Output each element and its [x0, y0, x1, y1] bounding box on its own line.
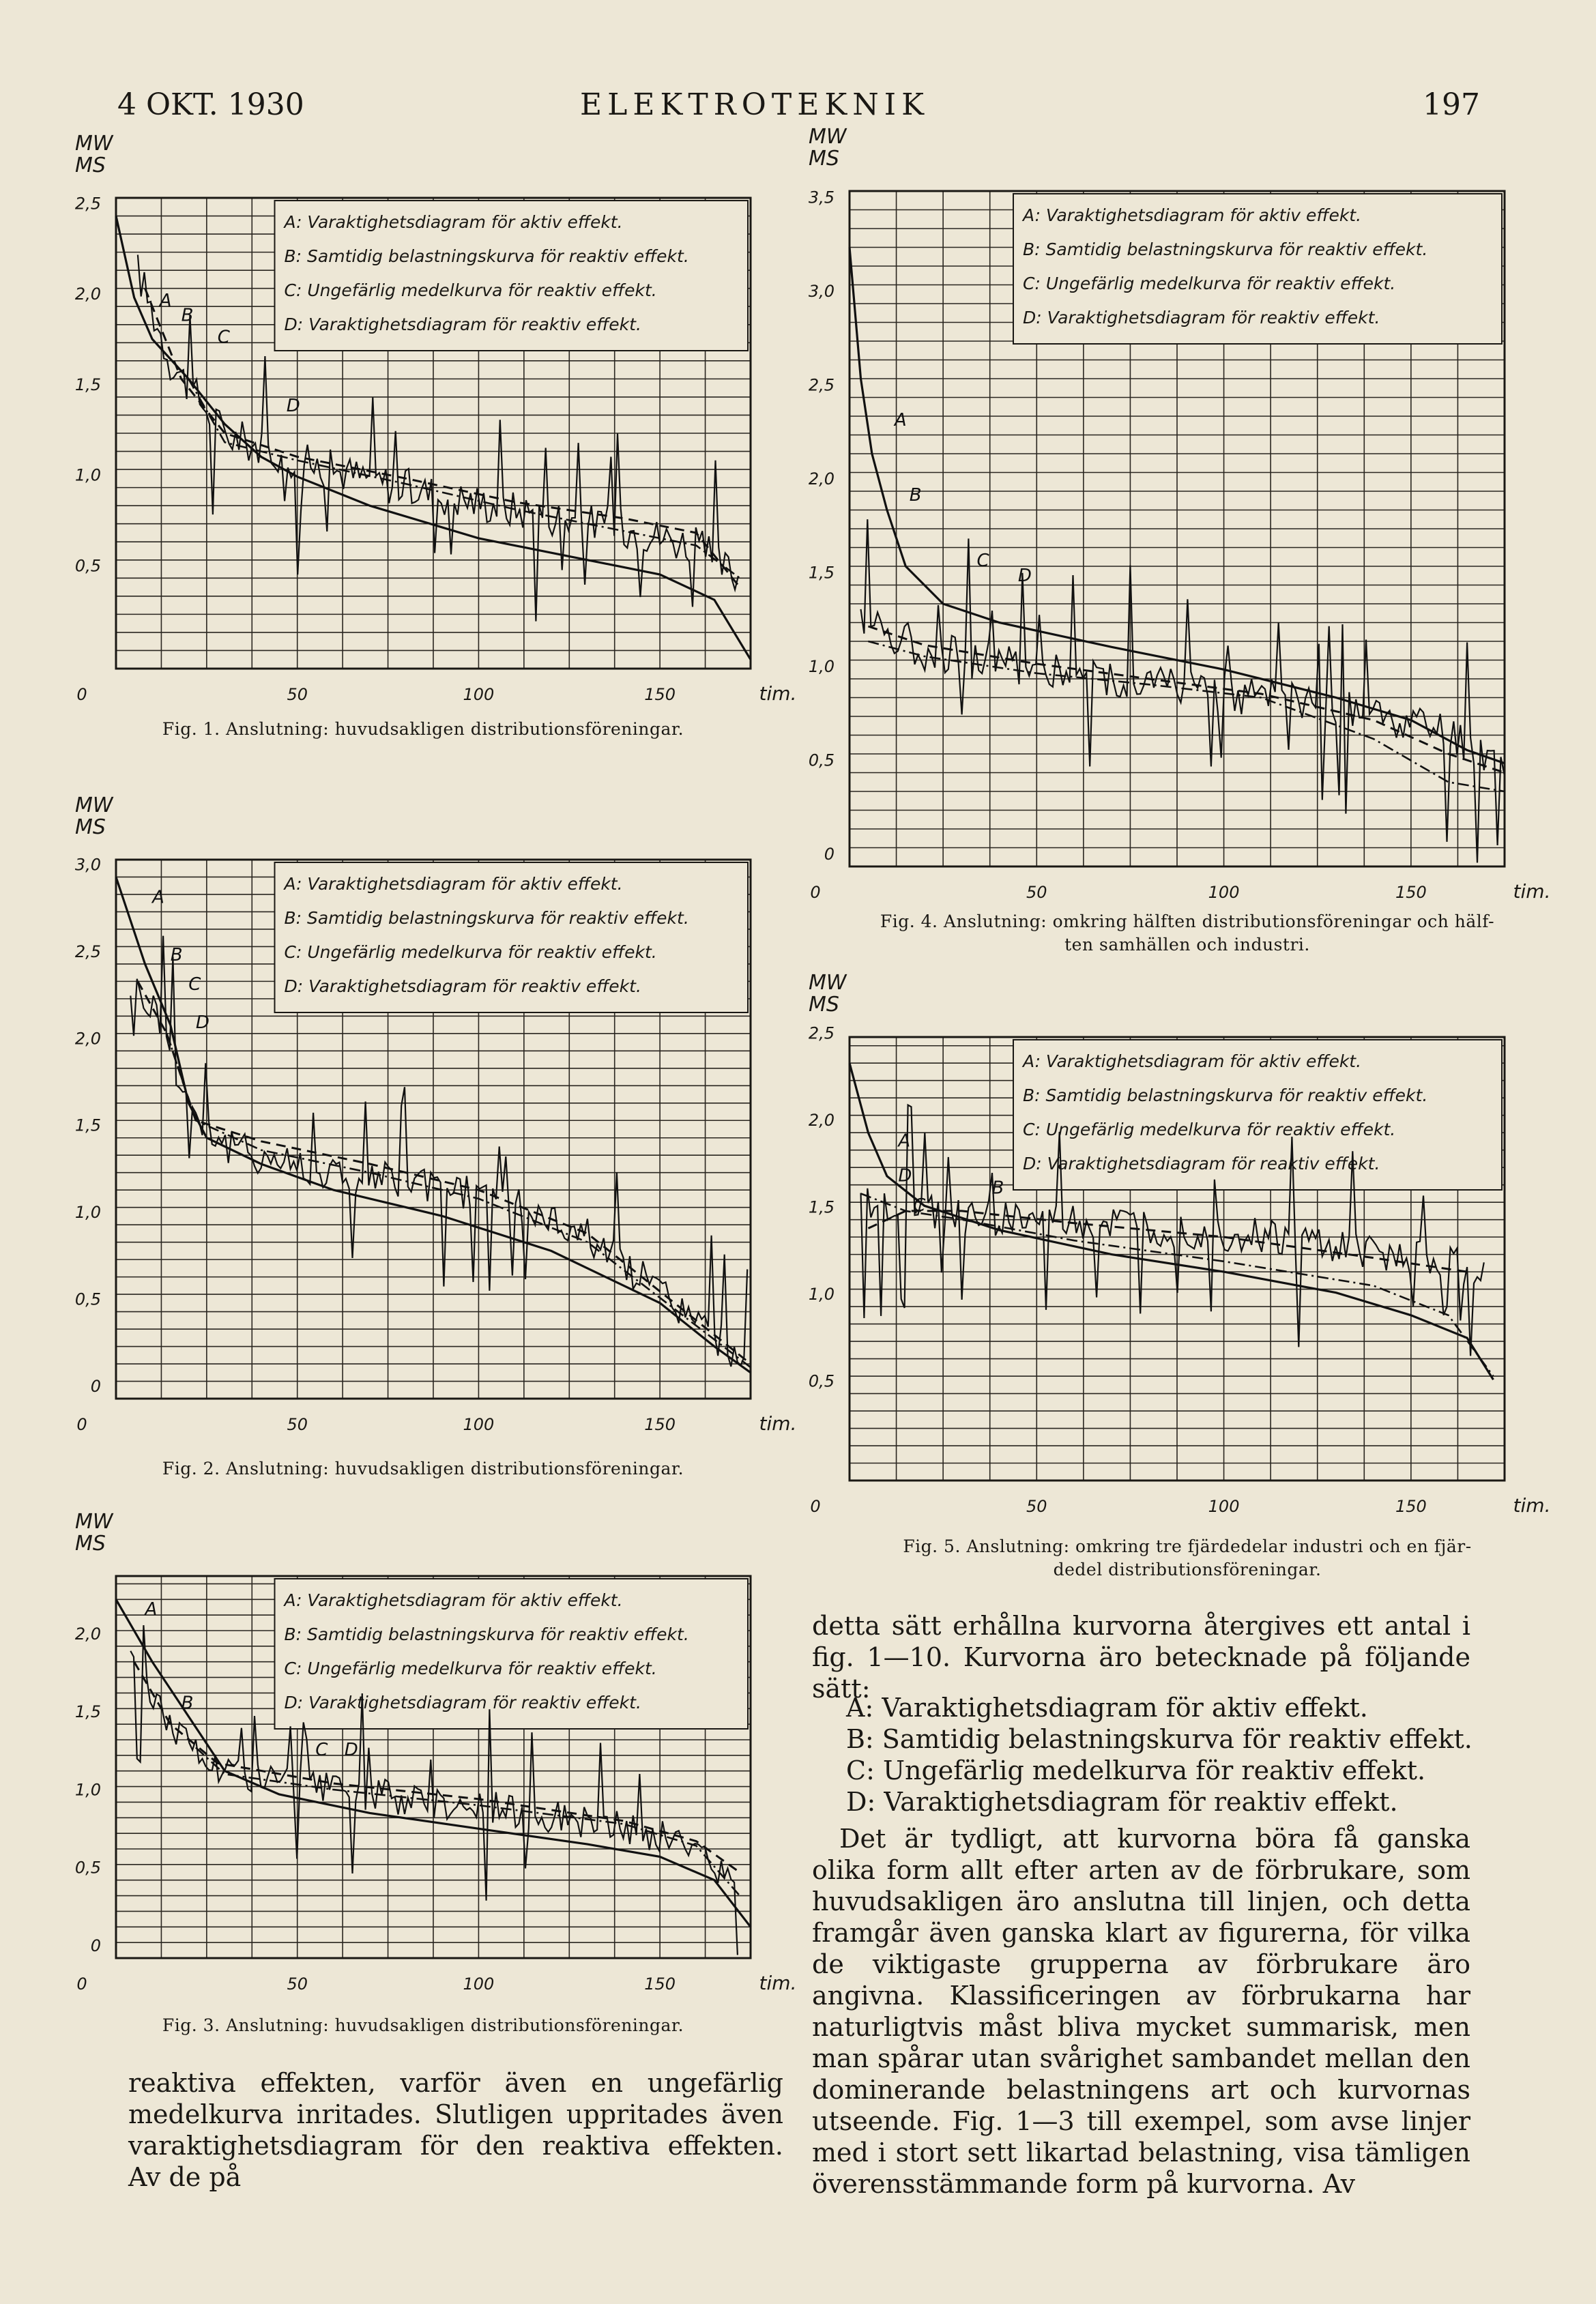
legend-entry: A: Varaktighetsdiagram för aktiv effekt.	[284, 212, 623, 232]
y-tick-label: 1,5	[74, 1115, 101, 1135]
y-tick-label: 3,0	[808, 282, 835, 301]
y-tick-label: 0,5	[808, 750, 835, 770]
fig3-svg	[68, 1510, 797, 1999]
y-unit-label: MW	[75, 132, 113, 156]
y-tick-label: 2,0	[74, 285, 101, 304]
y-tick-label: 1,5	[808, 563, 835, 583]
right-intro-paragraph: detta sätt erhållna kurvorna återgives ett antal i fig. 1—10. Kurvorna äro betecknade på följande sätt:	[812, 1611, 1470, 1704]
y-tick-label: 2,0	[808, 469, 835, 488]
x-tick-label: 50	[1026, 1497, 1047, 1516]
y-unit-label: MW	[809, 125, 847, 149]
legend-entry: D: Varaktighetsdiagram för reaktiv effekt.	[284, 976, 641, 996]
y-tick-label: 2,0	[74, 1624, 101, 1644]
x-tick-label: 150	[1395, 883, 1427, 902]
curve-label-b: B	[909, 484, 922, 506]
legend-entry: D: Varaktighetsdiagram för reaktiv effekt.	[1023, 308, 1380, 327]
y-unit-label: MW	[75, 793, 113, 817]
legend-entry: D: Varaktighetsdiagram för reaktiv effekt.	[284, 315, 641, 334]
y-tick-label: 0,5	[74, 1858, 101, 1878]
definition-d: D: Varaktighetsdiagram för reaktiv effekt.	[846, 1787, 1398, 1817]
x-tick-label: 150	[644, 685, 676, 704]
legend-entry: B: Samtidig belastningskurva för reaktiv effekt.	[284, 1624, 689, 1644]
fig4-svg	[798, 123, 1551, 907]
y-unit-label: MW	[809, 971, 847, 995]
legend-entry: B: Samtidig belastningskurva för reaktiv effekt.	[1023, 1085, 1428, 1105]
figure-1-caption: Fig. 1. Anslutning: huvudsakligen distributionsföreningar.	[162, 719, 684, 739]
x-axis-label: tim.	[759, 1972, 797, 1994]
y-tick-label: 1,0	[808, 1285, 835, 1304]
fig5-svg	[798, 971, 1551, 1521]
x-tick-label: 0	[76, 1415, 87, 1434]
series-d-line	[188, 379, 740, 578]
y-tick-label: 2,0	[808, 1111, 835, 1131]
y-tick-label: 0	[824, 845, 835, 864]
y-tick-label: 3,5	[808, 188, 835, 207]
x-axis-label: tim.	[759, 1412, 797, 1435]
curve-label-c: C	[913, 1195, 926, 1216]
y-tick-label: 1,5	[74, 375, 101, 394]
curve-label-a: A	[894, 409, 907, 431]
curve-definition-list	[846, 1692, 1472, 1818]
legend-entry: A: Varaktighetsdiagram för aktiv effekt.	[1023, 205, 1362, 225]
x-tick-label: 50	[287, 685, 308, 704]
x-tick-label: 0	[76, 1974, 87, 1994]
series-b-line	[861, 519, 1505, 862]
x-axis-label: tim.	[759, 682, 797, 705]
x-tick-label: 100	[463, 1415, 495, 1434]
curve-label-b: B	[181, 1693, 194, 1714]
y-tick-label: 1,0	[74, 1203, 101, 1223]
y-tick-label: 2,5	[74, 942, 101, 961]
y-unit-label: MS	[809, 147, 839, 171]
definition-c: C: Ungefärlig medelkurva för reaktiv effekt.	[846, 1755, 1426, 1785]
legend-entry: C: Ungefärlig medelkurva för reaktiv effekt.	[284, 280, 657, 300]
y-tick-label: 0,5	[74, 556, 101, 576]
curve-label-c: C	[188, 974, 201, 995]
figure-5-caption-line1: Fig. 5. Anslutning: omkring tre fjärdedelar industri och en fjär-	[903, 1536, 1472, 1556]
series-c-line	[868, 626, 1505, 773]
legend-entry: B: Samtidig belastningskurva för reaktiv effekt.	[284, 246, 689, 266]
x-tick-label: 0	[810, 1497, 821, 1516]
x-tick-label: 150	[644, 1415, 676, 1434]
y-tick-label: 0,5	[74, 1289, 101, 1309]
x-tick-label: 100	[463, 1974, 495, 1994]
y-tick-label: 2,5	[808, 375, 835, 395]
curve-label-c: C	[217, 327, 230, 348]
x-tick-label: 50	[1026, 883, 1047, 902]
y-unit-label: MS	[75, 1532, 106, 1556]
legend-entry: A: Varaktighetsdiagram för aktiv effekt.	[284, 1590, 623, 1610]
y-tick-label: 3,0	[74, 855, 101, 875]
y-tick-label: 1,0	[808, 657, 835, 676]
x-tick-label: 0	[76, 685, 87, 704]
x-tick-label: 150	[644, 1974, 676, 1994]
y-tick-label: 1,0	[74, 1780, 101, 1800]
curve-label-a: A	[145, 1599, 158, 1620]
legend-entry: B: Samtidig belastningskurva för reaktiv effekt.	[284, 908, 689, 928]
y-tick-label: 2,0	[74, 1029, 101, 1049]
curve-label-d: D	[344, 1739, 358, 1760]
figure-5-caption-line2: dedel distributionsföreningar.	[1053, 1560, 1322, 1579]
curve-label-a: A	[898, 1131, 911, 1152]
curve-label-d: D	[286, 396, 300, 417]
curve-label-b: B	[170, 944, 183, 965]
curve-label-b: B	[181, 305, 194, 326]
curve-label-a: A	[159, 291, 172, 312]
running-header-title: ELEKTROTEKNIK	[580, 87, 929, 122]
legend-entry: D: Varaktighetsdiagram för reaktiv effekt.	[284, 1693, 641, 1712]
curve-label-b: B	[991, 1178, 1004, 1199]
y-tick-label: 1,5	[74, 1702, 101, 1722]
definition-b: B: Samtidig belastningskurva för reaktiv effekt.	[846, 1724, 1472, 1754]
right-main-paragraph: Det är tydligt, att kurvorna böra få ganska olika form allt efter arten av de förbrukare, som huvudsakligen äro anslutna till linjen, och detta framgår även ganska klart av figurerna, för vilka de viktigaste grupperna av förbrukare äro angivna. Klassificeringen av förbrukarna har naturligtvis måst bliva mycket summarisk, men man spårar utan svårighet sambandet mellan den dominerande belastningens art och kurvornas utseende. Fig. 1—3 till exempel, som avse linjer med i stort sett likartad belastning, visa tämligen överensstämmande form på kurvorna. Av	[812, 1824, 1470, 2199]
legend-entry: C: Ungefärlig medelkurva för reaktiv effekt.	[284, 1659, 657, 1678]
legend-entry: D: Varaktighetsdiagram för reaktiv effekt.	[1023, 1154, 1380, 1173]
y-tick-label: 0	[90, 1377, 101, 1396]
x-axis-label: tim.	[1513, 880, 1551, 903]
legend-entry: A: Varaktighetsdiagram för aktiv effekt.	[1023, 1051, 1362, 1071]
definition-a: A: Varaktighetsdiagram för aktiv effekt.	[846, 1693, 1368, 1723]
legend-entry: B: Samtidig belastningskurva för reaktiv effekt.	[1023, 239, 1428, 259]
y-tick-label: 0,5	[808, 1371, 835, 1391]
y-tick-label: 2,5	[808, 1023, 835, 1043]
running-header-page-number: 197	[1423, 87, 1480, 122]
curve-label-d: D	[898, 1165, 912, 1186]
figure-5-chart	[798, 971, 1551, 1521]
y-tick-label: 1,0	[74, 465, 101, 485]
y-unit-label: MS	[75, 154, 106, 177]
y-tick-label: 0	[90, 1936, 101, 1955]
legend-entry: C: Ungefärlig medelkurva för reaktiv effekt.	[284, 942, 657, 962]
series-d-line	[196, 1747, 740, 1895]
figure-4-caption-line2: ten samhällen och industri.	[1064, 935, 1310, 954]
legend-entry: C: Ungefärlig medelkurva för reaktiv effekt.	[1023, 274, 1396, 293]
x-tick-label: 100	[463, 685, 495, 704]
y-unit-label: MW	[75, 1510, 113, 1534]
series-d-line	[166, 1034, 751, 1367]
fig2-svg	[68, 785, 797, 1440]
figure-3-caption: Fig. 3. Anslutning: huvudsakligen distributionsföreningar.	[162, 2015, 684, 2035]
x-tick-label: 50	[287, 1974, 308, 1994]
figure-4-caption-line1: Fig. 4. Anslutning: omkring hälften distributionsföreningar och hälf-	[880, 912, 1495, 931]
curve-label-d: D	[1017, 566, 1032, 586]
y-unit-label: MS	[809, 993, 839, 1017]
y-unit-label: MS	[75, 815, 106, 839]
figure-3-chart	[68, 1510, 797, 1999]
x-tick-label: 100	[1208, 1497, 1240, 1516]
figure-4-chart	[798, 123, 1551, 907]
curve-label-c: C	[315, 1739, 328, 1760]
right-column-intro	[812, 1610, 1470, 1704]
left-column-text	[128, 2067, 783, 2193]
x-tick-label: 150	[1395, 1497, 1427, 1516]
x-axis-label: tim.	[1513, 1494, 1551, 1517]
legend-entry: C: Ungefärlig medelkurva för reaktiv effekt.	[1023, 1120, 1396, 1139]
curve-label-c: C	[976, 551, 989, 571]
y-tick-label: 2,5	[74, 194, 101, 214]
x-tick-label: 0	[810, 883, 821, 902]
fig1-svg	[68, 123, 797, 710]
left-paragraph: reaktiva effekten, varför även en ungefärlig medelkurva inritades. Slutligen uppritades även varaktighetsdiagram för den reaktiva effekten. Av de på	[128, 2068, 783, 2192]
figure-2-caption: Fig. 2. Anslutning: huvudsakligen distributionsföreningar.	[162, 1459, 684, 1478]
curve-label-d: D	[195, 1012, 209, 1034]
y-tick-label: 1,5	[808, 1197, 835, 1217]
legend-entry: A: Varaktighetsdiagram för aktiv effekt.	[284, 874, 623, 894]
running-header-date: 4 OKT. 1930	[117, 87, 304, 122]
curve-label-a: A	[152, 887, 164, 908]
x-tick-label: 100	[1208, 883, 1240, 902]
figure-1-chart	[68, 123, 797, 710]
x-tick-label: 50	[287, 1415, 308, 1434]
right-column-paragraph	[812, 1823, 1470, 2200]
figure-2-chart	[68, 785, 797, 1440]
